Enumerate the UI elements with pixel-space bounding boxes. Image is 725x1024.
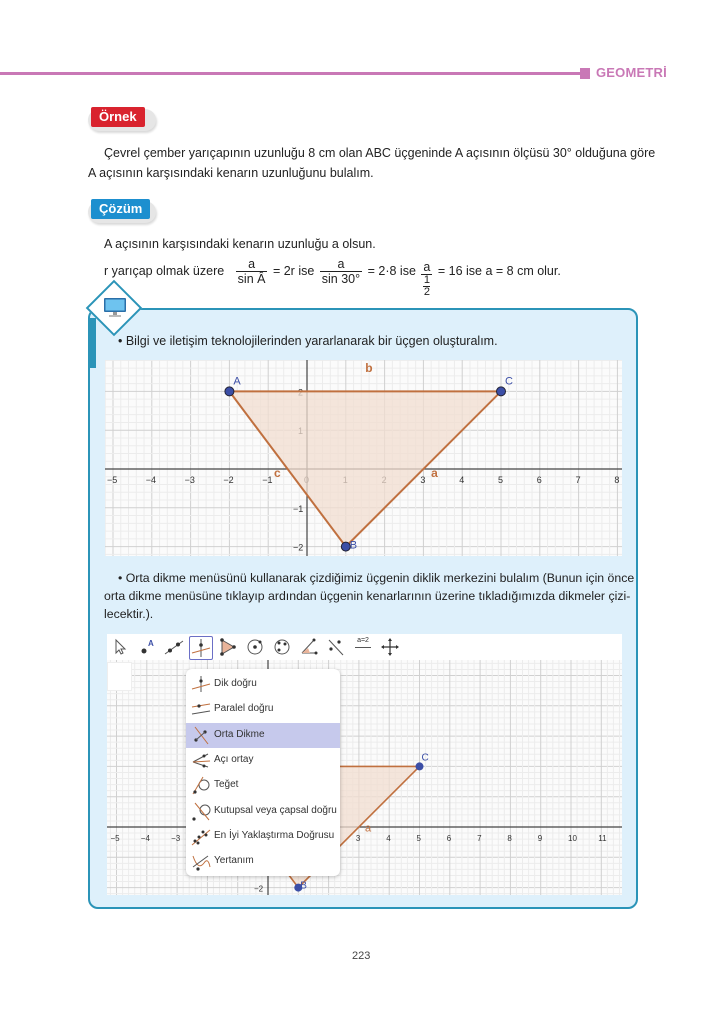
menu-item-dik-doğru[interactable] xyxy=(186,672,340,697)
circle-center-tool-icon[interactable] xyxy=(244,636,266,658)
circle-three-points-icon[interactable] xyxy=(271,636,293,658)
menu-item-orta-dikme[interactable] xyxy=(186,723,340,748)
polygon-tool-icon[interactable] xyxy=(216,636,238,658)
header-rule xyxy=(0,72,580,75)
point-label-b: B xyxy=(349,539,358,552)
point-a xyxy=(225,387,234,396)
menu-item-icon xyxy=(190,750,212,771)
solution-tag-label: Çözüm xyxy=(91,199,150,219)
x-tick-label: −1 xyxy=(262,475,273,485)
x-tick-label: 5 xyxy=(416,834,421,843)
x-tick-label: 8 xyxy=(507,834,512,843)
slider-tool-icon[interactable] xyxy=(352,636,374,658)
x-tick-label: −4 xyxy=(145,475,157,485)
menu-item-icon xyxy=(190,725,212,746)
fraction-a-over-half: a 1 2 xyxy=(423,260,431,298)
solution-tag xyxy=(88,201,156,223)
y-tick-label: −2 xyxy=(293,542,304,553)
geogebra-toolbar xyxy=(107,634,622,660)
x-tick-label: 8 xyxy=(614,475,620,485)
menu-item-label: Yertanım xyxy=(214,855,254,867)
side-label-a: a xyxy=(364,822,372,835)
menu-item-icon xyxy=(190,699,212,720)
activity-bullet2-line3: lecektir.). xyxy=(104,607,154,621)
menu-item-label: Paralel doğru xyxy=(214,703,274,715)
algebra-view-stub[interactable] xyxy=(107,662,132,691)
move-tool-icon[interactable] xyxy=(109,636,131,658)
menu-item-icon xyxy=(190,851,212,872)
fraction-a-over-sinA: $\frac{a}{\text{sin Â}}$ xyxy=(237,256,266,286)
geometry-graph-1[interactable] xyxy=(105,360,622,556)
menu-item-label: Teğet xyxy=(214,779,239,791)
x-tick-label: 5 xyxy=(498,475,504,485)
solution-line1: A açısının karşısındaki kenarın uzunluğu a olsun. xyxy=(104,237,376,251)
x-tick-label: −4 xyxy=(140,834,150,843)
x-tick-label: 3 xyxy=(355,834,361,843)
x-tick-label: 10 xyxy=(568,834,577,843)
example-tag xyxy=(88,109,156,131)
x-tick-label: −2 xyxy=(223,475,234,485)
menu-item-icon xyxy=(190,674,212,695)
menu-item-label: En İyi Yaklaştırma Doğrusu xyxy=(214,829,335,841)
x-tick-label: −3 xyxy=(184,475,195,485)
angle-tool-icon[interactable] xyxy=(298,636,320,658)
menu-item-paralel-doğru[interactable] xyxy=(186,697,340,722)
menu-item-açı-ortay[interactable] xyxy=(186,748,340,773)
example-text-line1: Çevrel çember yarıçapının uzunluğu 8 cm olan ABC üçgeninde A açısının ölçüsü 30° olduğuna göre xyxy=(104,146,656,160)
menu-item-teğet[interactable] xyxy=(186,773,340,798)
menu-item-icon xyxy=(190,801,212,822)
point-label-c: C xyxy=(421,752,429,764)
eq-mid2: = 2·8 ise xyxy=(367,263,416,278)
point-label-b: B xyxy=(300,880,307,892)
move-view-tool-icon[interactable] xyxy=(379,636,401,658)
perpendicular-tools-menu xyxy=(186,669,340,876)
x-tick-label: 3 xyxy=(420,475,426,485)
x-tick-label: 7 xyxy=(575,475,581,485)
card-tab xyxy=(88,318,96,368)
menu-item-label: Kutupsal veya çapsal doğru xyxy=(214,804,337,816)
activity-bullet1: • Bilgi ve iletişim teknolojilerinden yararlanarak bir üçgen oluşturalım. xyxy=(118,334,498,348)
eq-end: = 16 ise a = 8 cm olur. xyxy=(437,263,561,278)
x-tick-label: 7 xyxy=(477,834,482,843)
x-tick-label: 6 xyxy=(446,834,452,843)
menu-item-label: Açı ortay xyxy=(214,753,254,765)
side-label-a: a xyxy=(431,465,438,480)
solution-equation xyxy=(104,253,561,298)
x-tick-label: −5 xyxy=(110,834,120,843)
geometry-graph-2[interactable] xyxy=(107,660,622,895)
fraction-a-over-sin30: $\frac{a}{\sin 30^\circ}$ xyxy=(321,256,361,286)
y-tick-label: −2 xyxy=(254,884,264,894)
x-tick-label: 4 xyxy=(459,475,465,485)
menu-item-icon xyxy=(190,826,212,847)
x-tick-label: 6 xyxy=(536,475,542,485)
y-tick-label: −1 xyxy=(293,503,304,514)
page-number: 223 xyxy=(352,950,371,962)
activity-bullet2-line2: orta dikme menüsüne tıklayıp ardından üçgenin kenarlarının üzerine tıkladığımızda dikmeler çizi- xyxy=(104,589,631,603)
header-marker xyxy=(580,68,590,79)
menu-item-en-i-yi-yaklaştırma-doğrusu[interactable] xyxy=(186,824,340,849)
menu-item-label: Dik doğru xyxy=(214,678,257,689)
point-c xyxy=(497,387,506,396)
menu-item-yertanım[interactable] xyxy=(186,849,340,874)
x-tick-label: 11 xyxy=(598,834,607,843)
eq-prefix: r yarıçap olmak üzere xyxy=(104,263,225,278)
menu-item-kutupsal-veya-çapsal-doğru[interactable] xyxy=(186,799,340,824)
point-tool-icon[interactable] xyxy=(136,636,158,658)
eq-mid1: = 2r ise xyxy=(272,263,315,278)
section-title: GEOMETRİ xyxy=(596,65,667,80)
example-tag-label: Örnek xyxy=(91,107,145,127)
point-label-c: C xyxy=(505,375,513,388)
reflect-line-tool-icon[interactable] xyxy=(325,636,347,658)
computer-monitor-icon xyxy=(103,297,127,319)
x-tick-label: 9 xyxy=(537,834,543,843)
x-tick-label: −5 xyxy=(107,475,118,485)
x-tick-label: −3 xyxy=(171,834,181,843)
point-c xyxy=(416,762,424,770)
side-label-b: b xyxy=(365,361,373,375)
activity-bullet2-line1: • Orta dikme menüsünü kullanarak çizdiğimiz üçgenin diklik merkezini bulalım (Bunun için önce xyxy=(118,571,635,585)
svg-text:A: A xyxy=(148,639,154,648)
point-label-a: A xyxy=(233,375,241,388)
side-label-c: c xyxy=(274,465,281,480)
line-tool-icon[interactable] xyxy=(163,636,185,658)
x-tick-label: 4 xyxy=(386,834,391,843)
menu-item-label: Orta Dikme xyxy=(214,728,265,740)
slider-tool-label: a=2 xyxy=(357,637,369,644)
perpendicular-line-tool-icon[interactable] xyxy=(189,636,213,660)
menu-item-icon xyxy=(190,775,212,796)
example-text-line2: A açısının karşısındaki kenarın uzunluğunu bulalım. xyxy=(88,166,374,180)
